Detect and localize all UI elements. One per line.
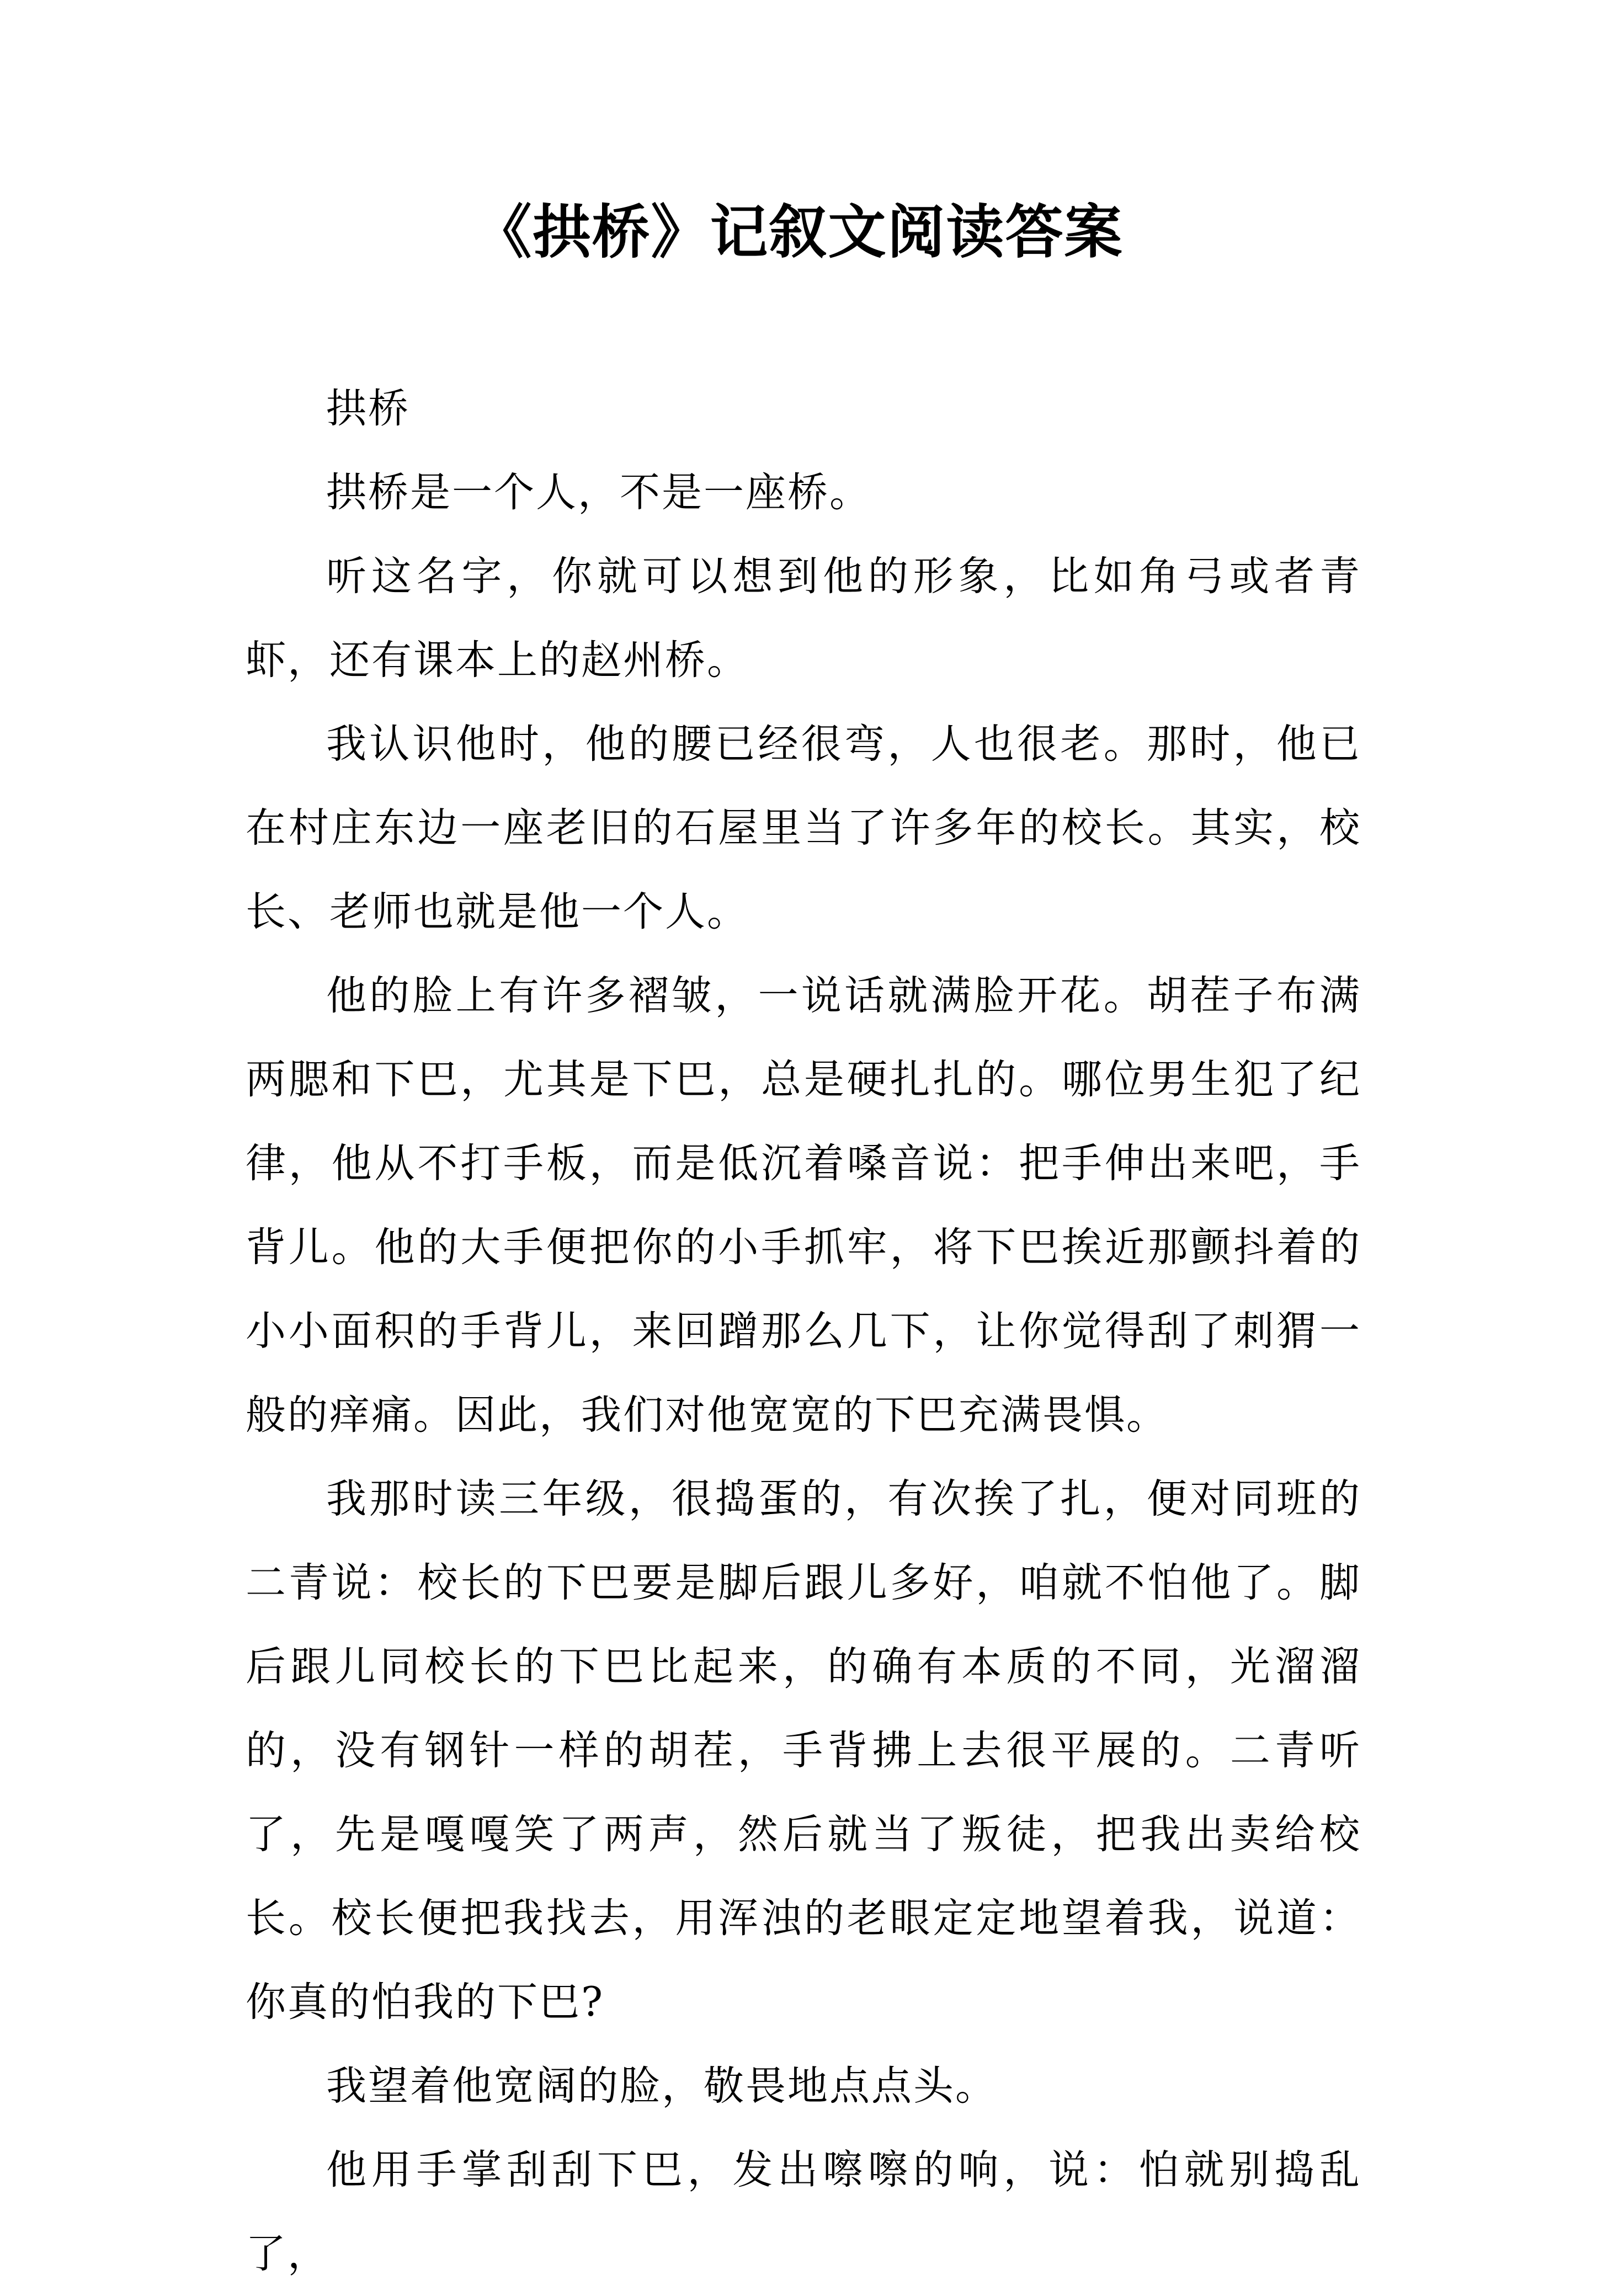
paragraph: 我认识他时，他的腰已经很弯，人也很老。那时，他已在村庄东边一座老旧的石屋里当了许多年的校长。其实，校长、老师也就是他一个人。 bbox=[246, 721, 1361, 935]
paragraph-subtitle: 拱桥 bbox=[326, 385, 410, 432]
document-title: 《拱桥》记叙文阅读答案 bbox=[473, 198, 1124, 266]
paragraph: 他用手掌刮刮下巴，发出嚓嚓的响，说：怕就别捣乱了， bbox=[246, 2146, 1361, 2277]
paragraph: 我那时读三年级，很捣蛋的，有次挨了扎，便对同班的二青说：校长的下巴要是脚后跟儿多好，咱就不怕他了。脚后跟儿同校长的下巴比起来，的确有本质的不同，光溜溜的，没有钢针一样的胡茬，手背拂上去很平展的。二青听了，先是嘎嘎笑了两声，然后就当了叛徒，把我出卖给校长。校长便把我找去，用浑浊的老眼定定地望着我，说道：你真的怕我的下巴? bbox=[246, 1475, 1361, 2026]
paragraph: 我望着他宽阔的脸，敬畏地点点头。 bbox=[326, 2063, 997, 2109]
paragraph: 他的脸上有许多褶皱，一说话就满脸开花。胡茬子布满两腮和下巴，尤其是下巴，总是硬扎扎的。哪位男生犯了纪律，他从不打手板，而是低沉着嗓音说：把手伸出来吧，手背儿。他的大手便把你的小手抓牢，将下巴挨近那颤抖着的小小面积的手背儿，来回蹭那么几下，让你觉得刮了刺猬一般的痒痛。因此，我们对他宽宽的下巴充满畏惧。 bbox=[246, 972, 1361, 1439]
paragraph: 听这名字，你就可以想到他的形象，比如角弓或者青虾，还有课本上的赵州桥。 bbox=[246, 553, 1361, 684]
paragraph: 拱桥是一个人，不是一座桥。 bbox=[326, 469, 871, 516]
document-body bbox=[246, 367, 1361, 2296]
